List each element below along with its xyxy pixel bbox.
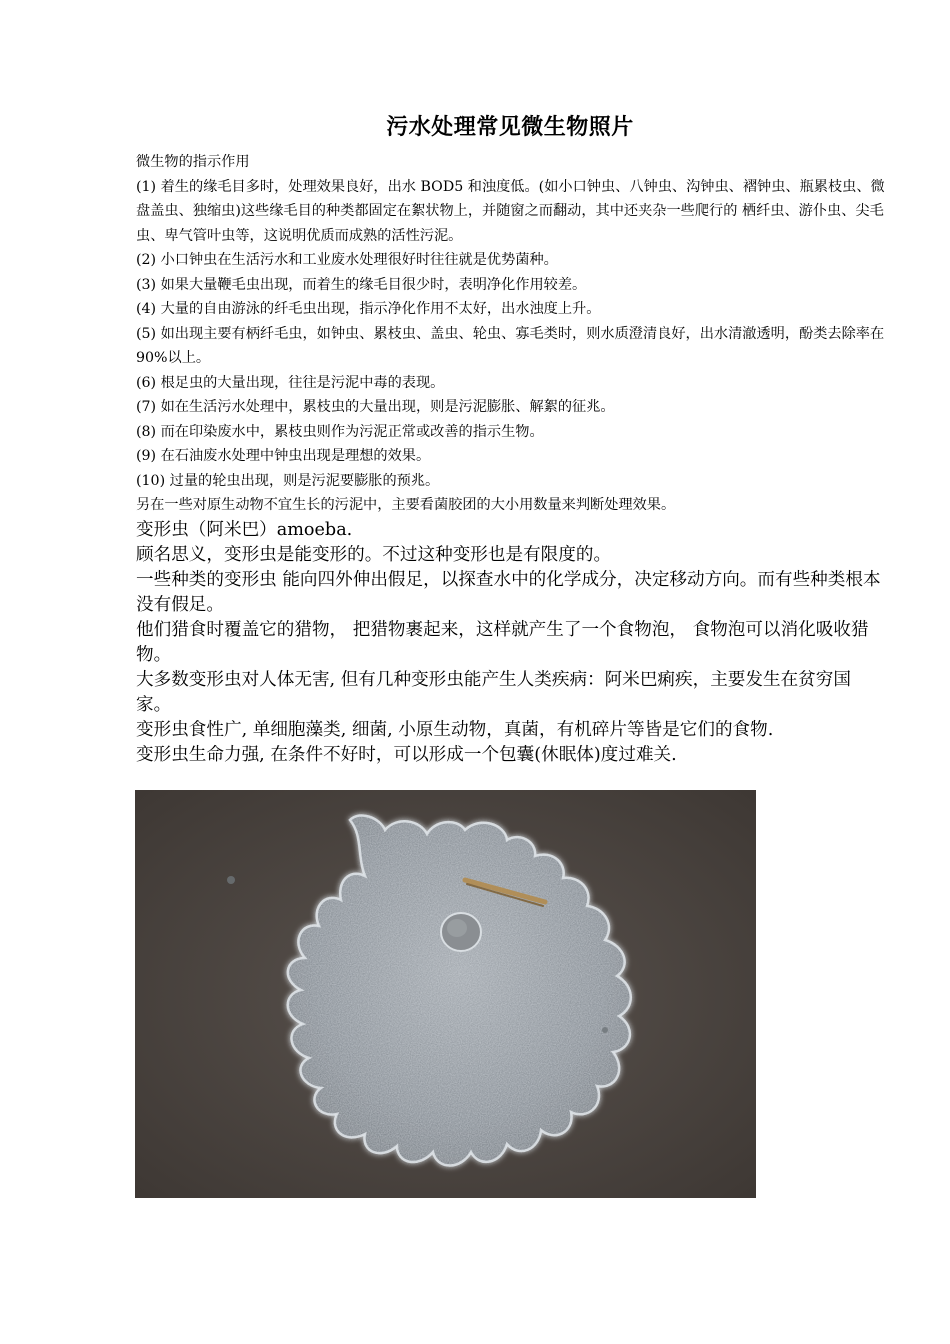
vacuole-highlight (447, 919, 467, 937)
indicator-item: (1) 着生的缘毛目多时，处理效果良好，出水 BOD5 和浊度低。(如小口钟虫、八钟虫、沟钟虫、褶钟虫、瓶累枝虫、微盘盖虫、独缩虫)这些缘毛目的种类都固定在絮状物上，并随窗之而翻动，其中还夹杂一些爬行的 栖纤虫、游仆虫、尖毛虫、卑气管叶虫等，这说明优质而成熟的活性污泥。 (136, 178, 885, 244)
amoeba-paragraph: 一些种类的变形虫 能向四外伸出假足，以探查水中的化学成分，决定移动方向。而有些种类根本没有假足。 (136, 569, 881, 615)
indicator-item: (3) 如果大量鞭毛虫出现，而着生的缘毛目很少时，表明净化作用较差。 (136, 276, 587, 293)
amoeba-section (136, 518, 886, 768)
indicator-item: (5) 如出现主要有柄纤毛虫，如钟虫、累枝虫、盖虫、轮虫、寡毛类时，则水质澄清良好，出水清澈透明，酚类去除率在 90%以上。 (136, 325, 885, 366)
indicator-item: (7) 如在生活污水处理中，累枝虫的大量出现，则是污泥膨胀、解絮的征兆。 (136, 399, 615, 415)
amoeba-photo (135, 790, 756, 1198)
indicator-note: 另在一些对原生动物不宜生长的污泥中，主要看菌胶团的大小用数量来判断处理效果。 (136, 497, 676, 513)
indicator-item: (8) 而在印染废水中，累枝虫则作为污泥正常或改善的指示生物。 (136, 423, 544, 440)
amoeba-paragraph: 顾名思义，变形虫是能变形的。不过这种变形也是有限度的。 (136, 544, 612, 565)
indicator-section (136, 150, 886, 518)
indicator-item: (9) 在石油废水处理中钟虫出现是理想的效果。 (136, 448, 431, 464)
amoeba-paragraph: 变形虫食性广, 单细胞藻类, 细菌, 小原生动物，真菌，有机碎片等皆是它们的食物. (136, 719, 774, 740)
amoeba-paragraph: 他们猎食时覆盖它的猎物， 把猎物裹起来，这样就产生了一个食物泡， 食物泡可以消化吸收猎物。 (136, 619, 869, 665)
amoeba-paragraph: 大多数变形虫对人体无害, 但有几种变形虫能产生人类疾病：阿米巴痢疾，主要发生在贫穷国家。 (136, 669, 851, 715)
amoeba-heading: 变形虫（阿米巴）amoeba. (136, 519, 353, 540)
indicator-item: (4) 大量的自由游泳的纤毛虫出现，指示净化作用不太好，出水浊度上升。 (136, 301, 601, 317)
amoeba-image (135, 790, 756, 1198)
indicator-item: (6) 根足虫的大量出现，往往是污泥中毒的表现。 (136, 374, 445, 391)
debris-particle (602, 1027, 608, 1033)
indicator-item: (10) 过量的轮虫出现，则是污泥要膨胀的预兆。 (136, 472, 440, 489)
page-title: 污水处理常见微生物照片 (386, 114, 634, 140)
debris-particle (227, 876, 235, 884)
section-heading: 微生物的指示作用 (136, 154, 250, 170)
amoeba-paragraph: 变形虫生命力强, 在条件不好时，可以形成一个包囊(休眠体)度过难关. (136, 744, 677, 765)
indicator-item: (2) 小口钟虫在生活污水和工业废水处理很好时往往就是优势菌种。 (136, 252, 558, 268)
document-body (136, 150, 886, 768)
